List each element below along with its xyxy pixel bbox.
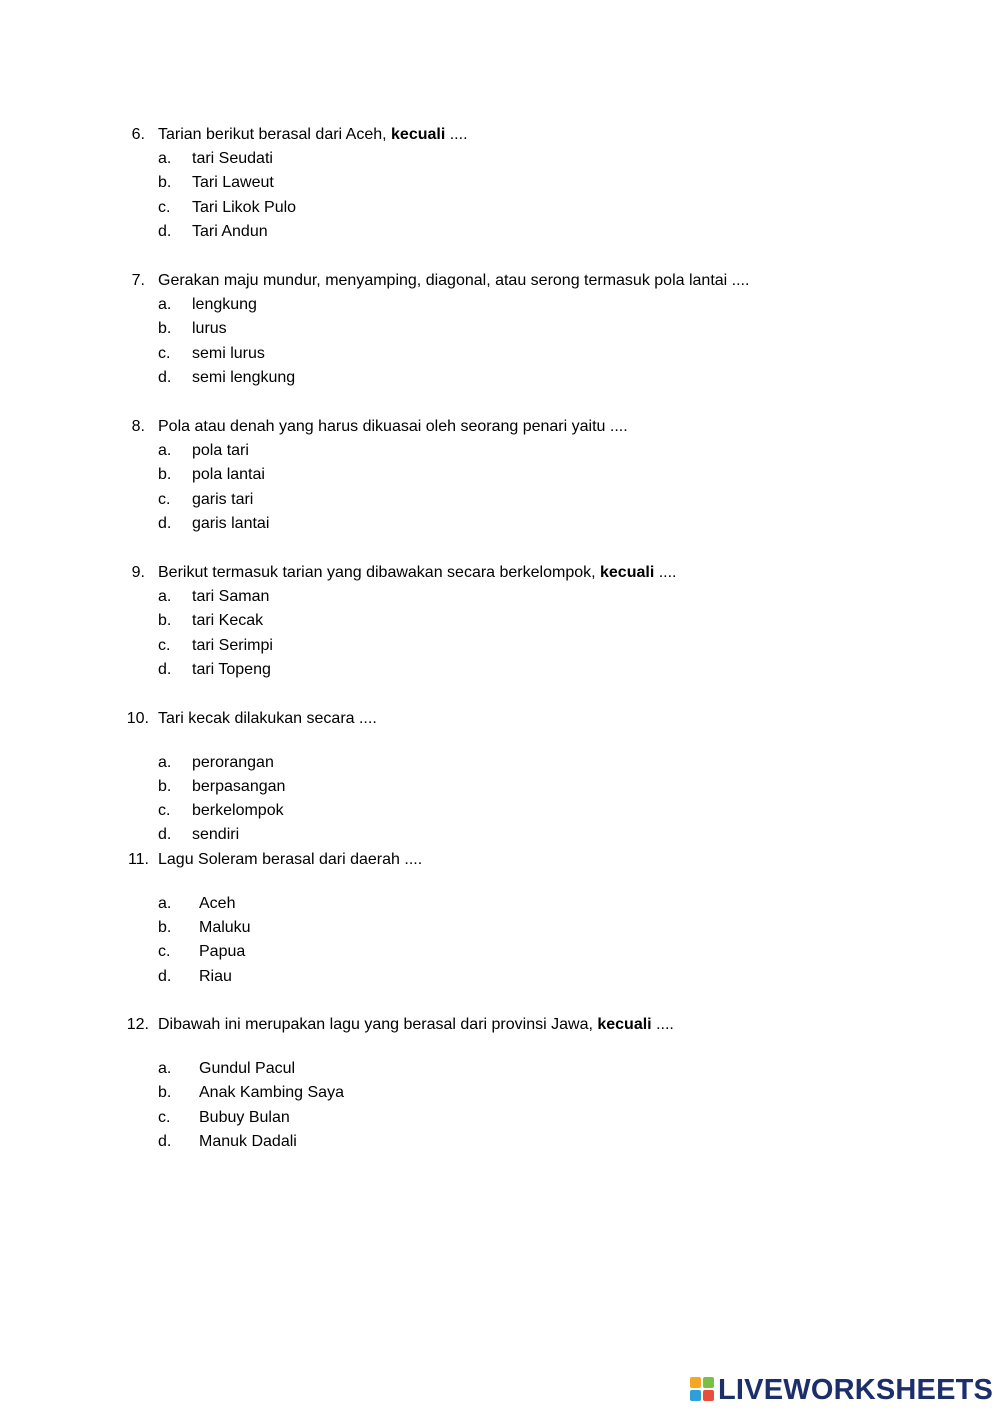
option-text: Tari Laweut [192, 174, 274, 191]
option-text: berpasangan [192, 778, 286, 795]
question-text-main: Dibawah ini merupakan lagu yang berasal dari provinsi Jawa, [158, 1016, 598, 1033]
question-9 [0, 561, 999, 585]
option-letter: d. [158, 1133, 172, 1150]
option-text: tari Topeng [192, 661, 271, 678]
option-letter: a. [158, 895, 172, 912]
option-letter: d. [158, 661, 172, 678]
question-number: 10. [126, 710, 149, 727]
option-text: pola lantai [192, 466, 265, 483]
option-text: sendiri [192, 826, 240, 843]
question-emphasis: kecuali [600, 564, 655, 581]
option-letter: a. [158, 1060, 172, 1077]
option-letter: d. [158, 223, 172, 240]
question-emphasis: kecuali [391, 126, 446, 143]
liveworksheets-logo [690, 1372, 993, 1408]
option-text: tari Seudati [192, 150, 273, 167]
option-letter: a. [158, 296, 172, 313]
option-letter: a. [158, 442, 172, 459]
question-text-main: Tarian berikut berasal dari Aceh, [158, 126, 392, 143]
option-text: garis lantai [192, 515, 270, 532]
option-letter: c. [158, 802, 171, 819]
question-8 [0, 415, 999, 439]
option-text: Gundul Pacul [199, 1060, 296, 1077]
option-text: Manuk Dadali [199, 1133, 297, 1150]
logo-square-1 [690, 1377, 701, 1388]
option-letter: b. [158, 174, 172, 191]
option-letter: c. [158, 943, 171, 960]
question-text-main: Tari kecak dilakukan secara .... [158, 710, 377, 727]
question-number: 6. [131, 126, 145, 143]
question-12 [0, 1013, 999, 1037]
option-text: Maluku [199, 919, 251, 936]
option-text: Tari Likok Pulo [192, 199, 297, 216]
option-text: lengkung [192, 296, 257, 313]
option-letter: c. [158, 637, 171, 654]
option-text: Anak Kambing Saya [199, 1084, 344, 1101]
option-text: tari Serimpi [192, 637, 273, 654]
question-text [158, 561, 677, 585]
option-letter: b. [158, 919, 172, 936]
question-text-main: Berikut termasuk tarian yang dibawakan secara berkelompok, [158, 564, 600, 581]
question-text-suffix: .... [445, 126, 468, 143]
option-letter: d. [158, 968, 172, 985]
question-number: 9. [131, 564, 145, 581]
option-letter: a. [158, 588, 172, 605]
option-text: lurus [192, 320, 227, 337]
logo-mark-icon [690, 1377, 716, 1403]
logo-square-3 [690, 1390, 701, 1401]
question-text [158, 123, 468, 147]
option-letter: b. [158, 320, 172, 337]
question-number: 8. [131, 418, 145, 435]
question-text [158, 269, 749, 293]
question-text-main: Gerakan maju mundur, menyamping, diagonal, atau serong termasuk pola lantai .... [158, 272, 750, 289]
logo-square-2 [703, 1377, 714, 1388]
option-letter: a. [158, 150, 172, 167]
option-text: tari Saman [192, 588, 270, 605]
question-number: 7. [131, 272, 145, 289]
option-letter: d. [158, 826, 172, 843]
logo-wordmark: LIVEWORKSHEETS [718, 1373, 994, 1406]
question-7 [0, 269, 999, 293]
question-number: 11. [127, 851, 149, 868]
question-text-main: Lagu Soleram berasal dari daerah .... [158, 851, 423, 868]
question-text-main: Pola atau denah yang harus dikuasai oleh seorang penari yaitu .... [158, 418, 628, 435]
question-text-suffix: .... [654, 564, 677, 581]
option-text: semi lurus [192, 345, 265, 362]
question-number: 12. [126, 1016, 149, 1033]
logo-square-4 [703, 1390, 714, 1401]
question-text [158, 707, 377, 731]
question-10 [0, 707, 999, 731]
option-letter: d. [158, 515, 172, 532]
question-text [158, 848, 422, 872]
question-text [158, 415, 628, 439]
option-letter: c. [158, 1109, 171, 1126]
question-emphasis: kecuali [597, 1016, 652, 1033]
option-text: tari Kecak [192, 612, 264, 629]
option-text: semi lengkung [192, 369, 296, 386]
option-text: Riau [199, 968, 232, 985]
option-letter: c. [158, 199, 171, 216]
option-letter: c. [158, 345, 171, 362]
option-text: perorangan [192, 754, 274, 771]
option-text: Aceh [199, 895, 236, 912]
option-letter: b. [158, 778, 172, 795]
option-letter: b. [158, 1084, 172, 1101]
option-letter: b. [158, 466, 172, 483]
question-text [158, 1013, 674, 1037]
option-letter: d. [158, 369, 172, 386]
option-text: garis tari [192, 491, 254, 508]
option-letter: c. [158, 491, 171, 508]
option-text: pola tari [192, 442, 249, 459]
option-text: Bubuy Bulan [199, 1109, 290, 1126]
option-text: berkelompok [192, 802, 284, 819]
question-11 [0, 848, 999, 872]
option-letter: b. [158, 612, 172, 629]
question-text-suffix: .... [651, 1016, 674, 1033]
option-text: Papua [199, 943, 246, 960]
option-letter: a. [158, 754, 172, 771]
option-text: Tari Andun [192, 223, 268, 240]
question-6 [0, 123, 999, 147]
